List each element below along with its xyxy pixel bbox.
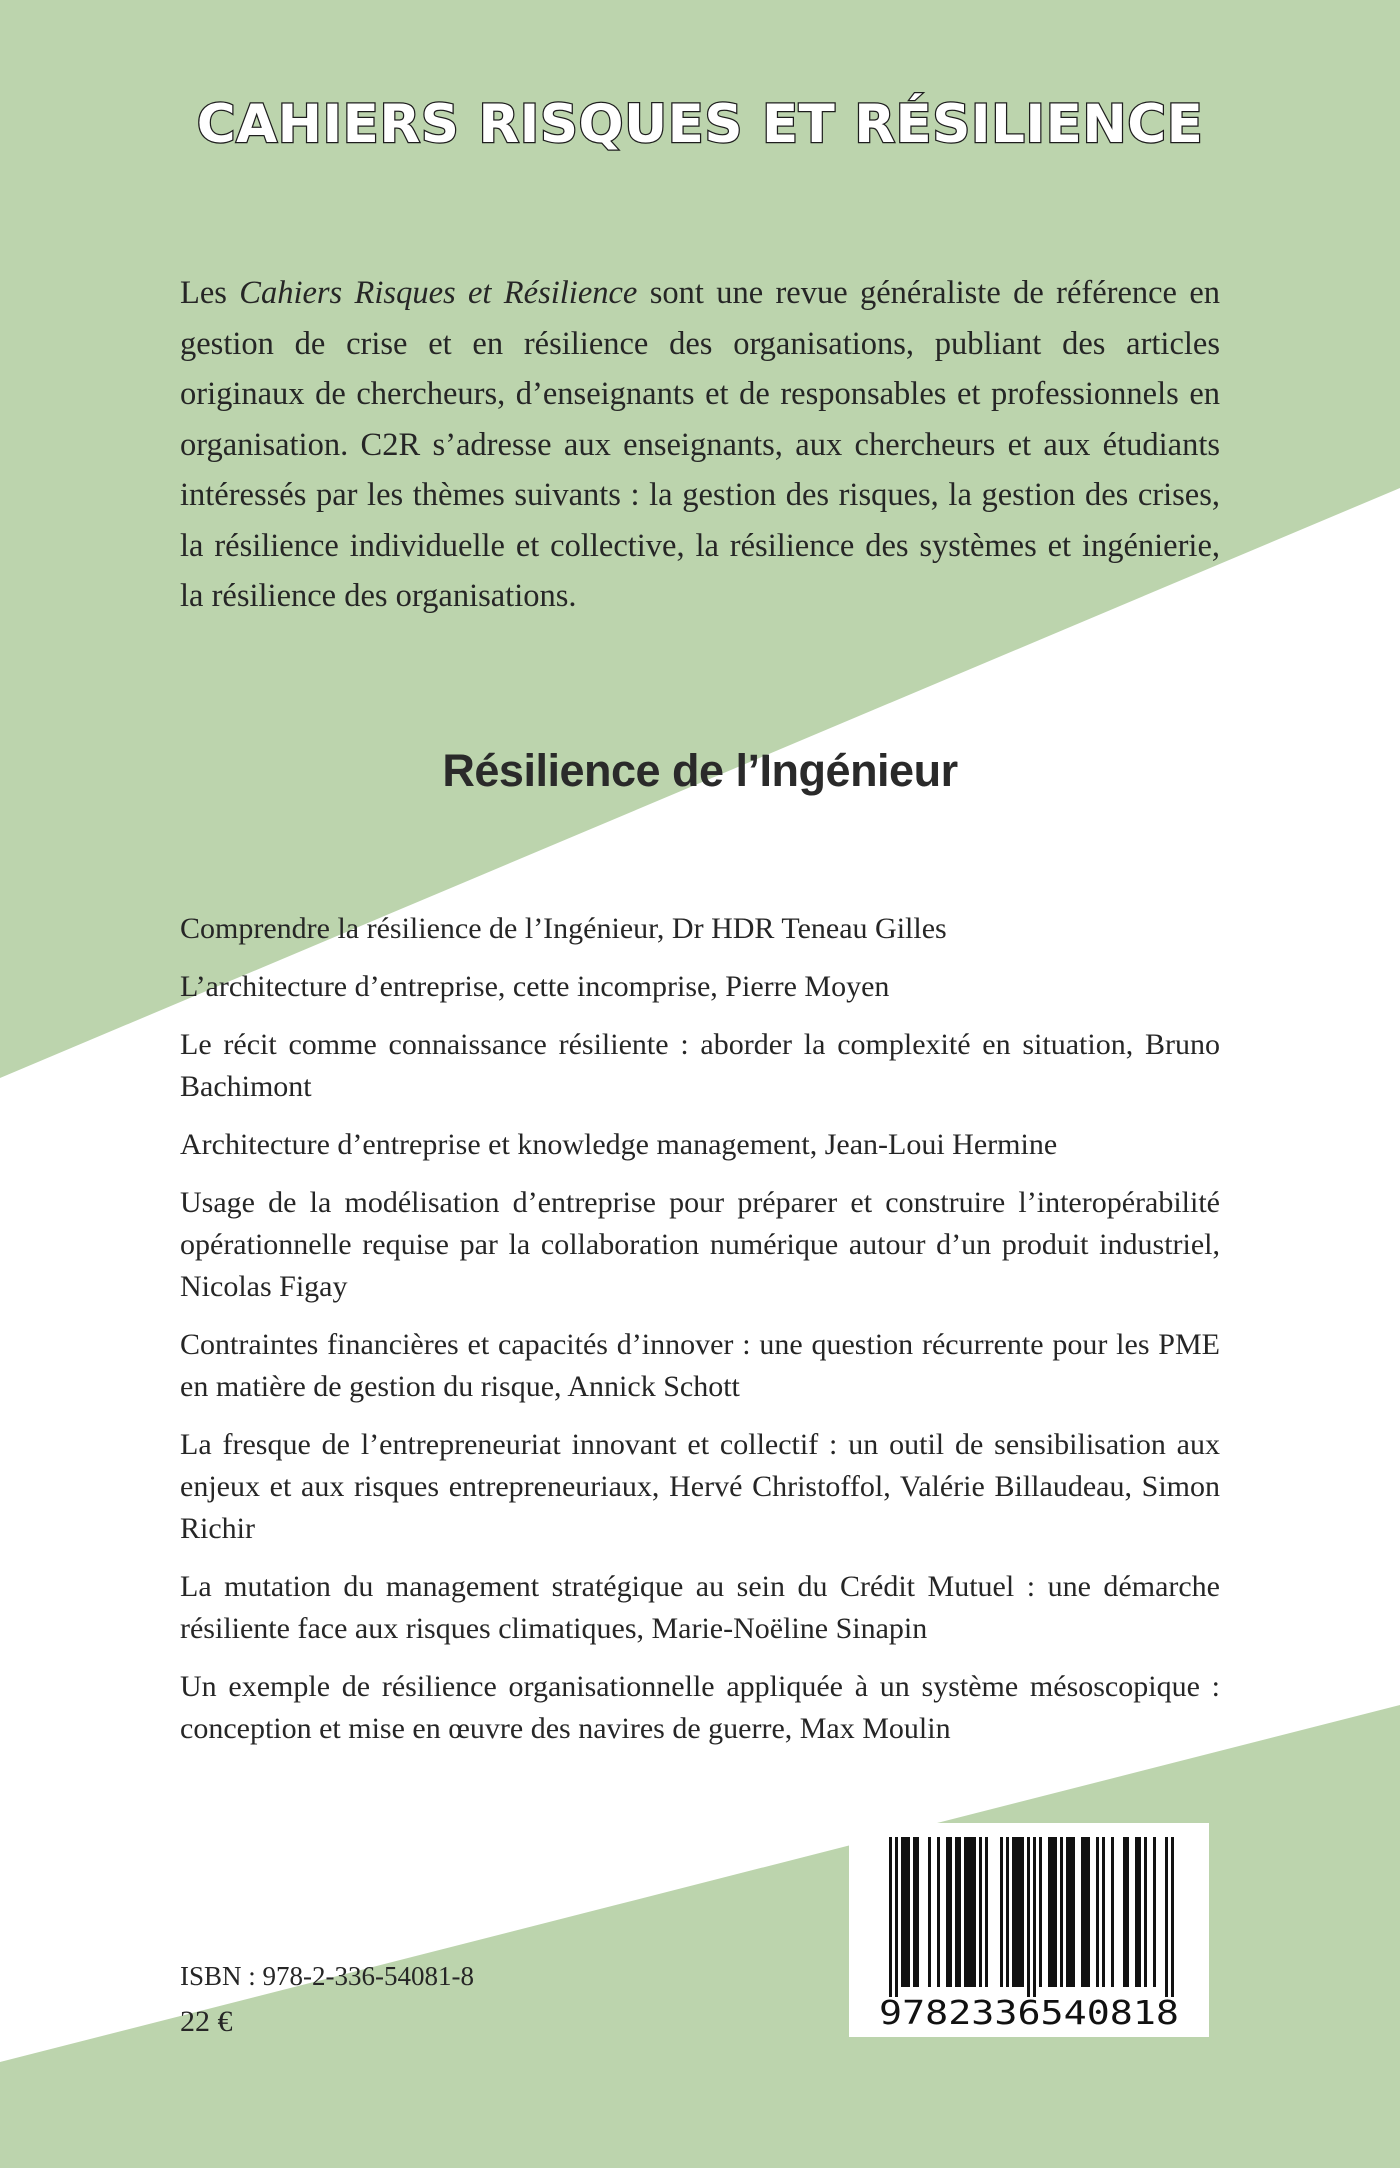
contents-item: Le récit comme connaissance résiliente : aborder la complexité en situation, Bruno Bachimont	[180, 1028, 1220, 1103]
contents-item: L’architecture d’entreprise, cette incomprise, Pierre Moyen	[180, 970, 890, 1003]
barcode-bar	[949, 1837, 952, 1987]
barcode-bar	[1048, 1837, 1051, 1987]
contents-item: Un exemple de résilience organisationnelle appliquée à un système mésoscopique : conception et mise en œuvre des navires de guerre, Max Moulin	[180, 1670, 1220, 1745]
contents-item: La fresque de l’entrepreneuriat innovant et collectif : un outil de sensibilisation aux enjeux et aux risques entrepreneuriaux, Hervé Christoffol, Valérie Billaudeau, Simon Richir	[180, 1428, 1220, 1545]
barcode	[849, 1823, 1209, 2037]
barcode-bars	[889, 1837, 1174, 1997]
barcode-bar	[928, 1837, 931, 1987]
barcode-bar	[1066, 1837, 1069, 1987]
barcode-bar	[1144, 1837, 1147, 1987]
barcode-bar	[904, 1837, 907, 1987]
barcode-bar	[1084, 1837, 1087, 1987]
barcode-bar	[916, 1837, 919, 1987]
barcode-bar	[1069, 1837, 1072, 1987]
barcode-bar	[1054, 1837, 1057, 1987]
barcode-image	[849, 1823, 1209, 2037]
barcode-bar	[973, 1837, 976, 1987]
barcode-bar	[1027, 1837, 1030, 1997]
barcode-bar	[907, 1837, 910, 1987]
barcode-bar	[979, 1837, 982, 1987]
barcode-bar	[1072, 1837, 1075, 1987]
barcode-bar	[964, 1837, 967, 1987]
series-description	[180, 268, 1220, 622]
barcode-bar	[1138, 1837, 1141, 1987]
barcode-bar	[1126, 1837, 1129, 1987]
barcode-bar	[985, 1837, 988, 1987]
contents-item: Contraintes financières et capacités d’innover : une question récurrente pour les PME en matière de gestion du risque, Annick Schott	[180, 1328, 1220, 1403]
barcode-bar	[958, 1837, 961, 1987]
journal-name: Cahiers Risques et Résilience	[239, 275, 638, 311]
barcode-bar	[1171, 1837, 1174, 1997]
contents-item: La mutation du management stratégique au sein du Crédit Mutuel : une démarche résiliente face aux risques climatiques, Marie-Noëline Sinapin	[180, 1570, 1220, 1645]
barcode-bar	[1018, 1837, 1021, 1987]
barcode-bar	[1039, 1837, 1042, 1987]
intro-body: sont une revue généraliste de référence en gestion de crise et en résilience des organisations, publiant des articles originaux de chercheurs, d’enseignants et de responsables et professionnels en organisation. C2R s’adresse aux enseignants, aux chercheurs et aux étudiants intéressés par les thèmes suivants : la gestion des risques, la gestion des crises, la résilience individuelle et collective, la résilience des systèmes et ingénierie, la résilience des organisations.	[180, 275, 1220, 614]
barcode-bar	[1021, 1837, 1024, 1987]
barcode-bar	[1123, 1837, 1126, 1987]
barcode-bar	[955, 1837, 958, 1987]
barcode-bar	[913, 1837, 916, 1987]
contents-item: Architecture d’entreprise et knowledge management, Jean-Loui Hermine	[180, 1128, 1058, 1161]
price-text: 22 €	[180, 2005, 233, 2038]
isbn-text: ISBN : 978-2-336-54081-8	[180, 1961, 474, 1991]
intro-lead: Les	[180, 275, 240, 311]
barcode-bar	[889, 1837, 892, 1997]
series-title: CAHIERS RISQUES ET RÉSILIENCE	[196, 94, 1204, 155]
barcode-bar	[1165, 1837, 1168, 1997]
barcode-bar	[1000, 1837, 1003, 1987]
barcode-bar	[970, 1837, 973, 1987]
barcode-bar	[1111, 1837, 1114, 1987]
barcode-bar	[967, 1837, 970, 1987]
barcode-bar	[1087, 1837, 1090, 1987]
barcode-bar	[1081, 1837, 1084, 1987]
barcode-bar	[895, 1837, 898, 1997]
barcode-bar	[937, 1837, 940, 1987]
barcode-bar	[946, 1837, 949, 1987]
volume-title: Résilience de l’Ingénieur	[442, 745, 958, 796]
contents-item: Usage de la modélisation d’entreprise pour préparer et construire l’interopérabilité opérationnelle requise par la collaboration numérique autour d’un produit industriel, Nicolas Figay	[180, 1186, 1220, 1303]
barcode-bar	[1153, 1837, 1156, 1987]
barcode-bar	[1012, 1837, 1015, 1987]
contents-item: Comprendre la résilience de l’Ingénieur, Dr HDR Teneau Gilles	[180, 912, 947, 945]
barcode-bar	[1006, 1837, 1009, 1987]
barcode-bar	[1015, 1837, 1018, 1987]
table-of-contents	[180, 908, 1220, 1766]
barcode-bar	[1135, 1837, 1138, 1987]
barcode-digits: 9782336540818	[879, 1993, 1179, 2032]
barcode-bar	[1033, 1837, 1036, 1997]
barcode-bar	[1096, 1837, 1099, 1987]
barcode-bar	[901, 1837, 904, 1987]
barcode-bar	[1051, 1837, 1054, 1987]
barcode-bar	[1102, 1837, 1105, 1987]
barcode-bar	[1060, 1837, 1063, 1987]
